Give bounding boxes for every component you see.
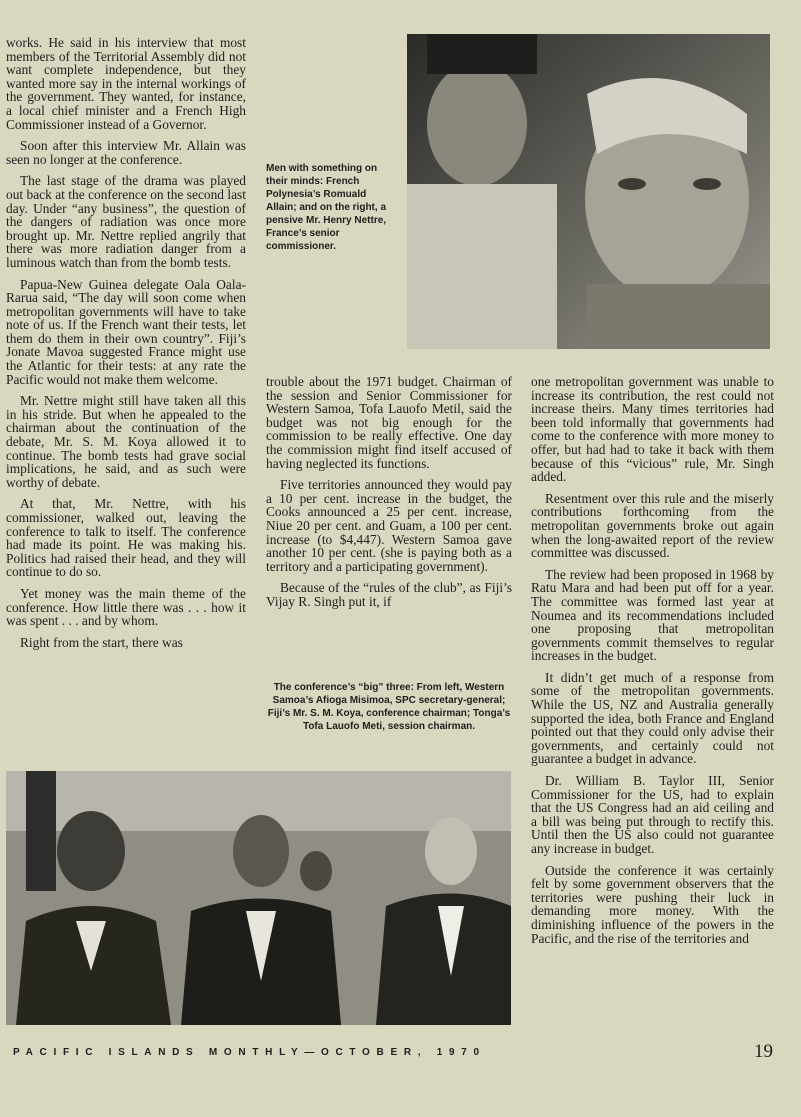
photo-allain-nettre bbox=[407, 34, 770, 349]
paragraph: works. He said in his interview that most members of the Territorial Assembly did not want complete independence, but they wanted more say in the internal workings of the government. They wanted, for instance, a local chief minister and a French High Commissioner instead of a Governor. bbox=[6, 35, 246, 132]
article-column-left bbox=[6, 36, 246, 657]
paragraph: Outside the conference it was certainly felt by some government observers that the territories were pushing their luck in demanding more money. With the diminishing influence of the powers in the Pacific, and the rise of the territories and bbox=[531, 862, 774, 946]
paragraph: Dr. William B. Taylor III, Senior Commissioner for the US, had to explain that the US Congress had an aid ceiling and a bill was being put through to rectify this. Until then the US also could not guarantee any increase in budget. bbox=[531, 773, 774, 856]
paragraph: one metropolitan government was unable to increase its contribution, the rest could not increase theirs. Many times territories had been told informally that governments had come to the conference with more money to offer, but had had to take it back with them because of this “vicious” rule, Mr. Singh added. bbox=[531, 374, 774, 485]
article-column-middle bbox=[266, 375, 512, 617]
paragraph: Because of the “rules of the club”, as Fiji’s Vijay R. Singh put it, if bbox=[266, 580, 512, 609]
paragraph: At that, Mr. Nettre, with his commissioner, walked out, leaving the conference to talk to itself. The conference had made its point. He was making his. Politics had raised their head, and they will continue to do so. bbox=[6, 496, 246, 580]
paragraph: Papua-New Guinea delegate Oala Oala-Rarua said, “The day will soon come when metropolitan governments will have to take note of us. If the French want their tests, let them do them in their own country”. Fiji’s Jonate Mavoa suggested France might use the Atlantic for their tests: at any rate the Pacific would not make them welcome. bbox=[6, 276, 246, 387]
page-number: 19 bbox=[754, 1041, 773, 1062]
paragraph: trouble about the 1971 budget. Chairman of the session and Senior Commissioner for Western Samoa, Tofa Lauofo Metil, said the budget was not big enough for the commission to be really effective. One day the commission might find itself accused of having neglected its functions. bbox=[266, 374, 512, 471]
paragraph: It didn’t get much of a response from some of the metropolitan governments. While the US, NZ and Australia generally supported the idea, both France and England pointed out that they could only advise their governments, and certainly could not guarantee a budget in advance. bbox=[531, 669, 774, 767]
photo-conference-big-three bbox=[6, 771, 511, 1025]
photo-caption-top: Men with something on their minds: French Polynesia’s Romuald Allain; and on the right, a pensive Mr. Henry Nettre, France’s senior commissioner. bbox=[266, 163, 387, 252]
paragraph: Five territories announced they would pay a 10 per cent. increase in the budget, the Cooks announced a 25 per cent. increase, Niue 20 per cent. and Guam, a 100 per cent. increase (to $4,447). Western Samoa gave another 10 per cent. (she is paying both as a territory and a participating government). bbox=[266, 477, 512, 574]
paragraph: Resentment over this rule and the miserly contributions forthcoming from the metropolitan governments broke out again when the long-awaited report of the review committee was discussed. bbox=[531, 490, 774, 561]
paragraph: The review had been proposed in 1968 by Ratu Mara and had been put off for a year. The committee was formed last year at Noumea and its recommendations included one proposing that metropolitan governments commit themselves to regular increases in the budget. bbox=[531, 566, 774, 664]
paragraph: Mr. Nettre might still have taken all this in his stride. But when he appealed to the chairman about the continuation of the debate, Mr. S. M. Koya allowed it to continue. The bomb tests had grave social implications, he said, and as such were worthy of debate. bbox=[6, 393, 246, 490]
paragraph: Right from the start, there was bbox=[20, 634, 183, 650]
magazine-issue-line: PACIFIC ISLANDS MONTHLY—OCTOBER, 1970 bbox=[13, 1047, 486, 1058]
photo-caption-bottom: The conference’s “big” three: From left, Western Samoa’s Afioga Misimoa, SPC secretary-general; Fiji’s Mr. S. M. Koya, conference chairman; Tonga’s Tofa Lauofo Meti, session chairman. bbox=[267, 682, 511, 732]
paragraph: Soon after this interview Mr. Allain was seen no longer at the conference. bbox=[6, 138, 246, 167]
page-footer bbox=[13, 1041, 783, 1065]
paragraph: The last stage of the drama was played out back at the conference on the second last day. Under “any business”, the question of the dangers of radiation was once more brought up. Mr. Nettre replied angrily that there was more radiation danger from a luminous watch than from the bomb tests. bbox=[6, 173, 246, 270]
paragraph: Yet money was the main theme of the conference. How little there was . . . how it was spent . . . and by whom. bbox=[6, 585, 246, 629]
article-column-right bbox=[531, 375, 774, 953]
